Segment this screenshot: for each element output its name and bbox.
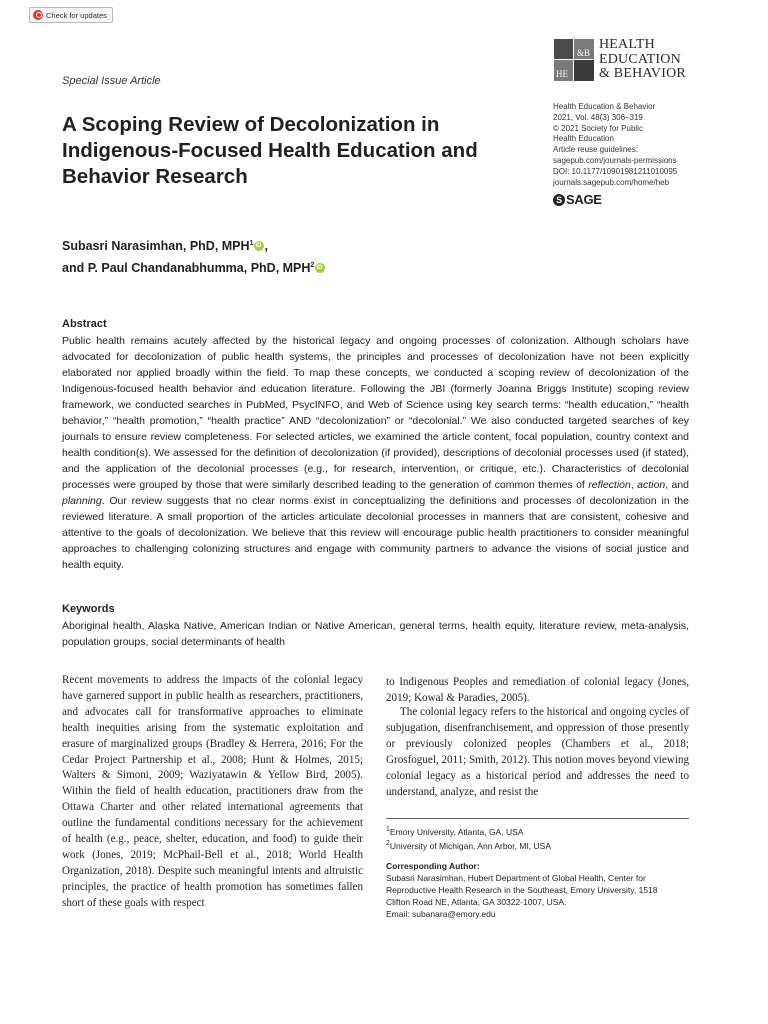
article-type: Special Issue Article	[62, 75, 161, 87]
abstract-text	[62, 333, 689, 573]
theme-action: action	[637, 479, 666, 491]
svg-text:HE: HE	[556, 69, 568, 79]
logo-line-1: HEALTH	[599, 37, 655, 52]
body-column-right-para-2: The colonial legacy refers to the historical and ongoing cycles of subjugation, disenfranchisement, and oppression of those presently or previously colonized peoples (Chambers et al., 2018; Grosfoguel, 2011; Smith, 2012). This notion moves beyond viewing colonial legacy as a historical period and addresses the need to understand, analyze, and resist the	[386, 706, 689, 798]
body-column-right-para-1: to Indigenous Peoples and remediation of colonial legacy (Jones, 2019; Kowal & Paradies, 2005).	[386, 676, 689, 704]
author-1-name: Subasri Narasimhan, PhD, MPH	[62, 239, 250, 254]
corresponding-line-3: Clifton Road NE, Atlanta, GA 30322-1007, USA.	[386, 896, 567, 907]
affiliation-2-text: University of Michigan, Ann Arbor, MI, USA	[389, 840, 551, 851]
corresponding-line-1: Subasri Narasimhan, Hubert Department of Global Health, Center for	[386, 872, 646, 883]
footnote-divider	[386, 818, 689, 819]
keywords-text: Aboriginal health, Alaska Native, American Indian or Native American, general terms, health equity, literature review, meta-analysis, population groups, social determinants of health	[62, 620, 689, 648]
abstract-body-end: . Our review suggests that no clear norms exist in conceptualizing the definitions and processes of decolonization in the reviewed literature. A small proportion of the articles articulate decolonial processes in manners that are consistent, cohesive and attentive to the goals of decolonization. We believe that this review will encourage public health practitioners to consider meaningful approaches to challenging colonizing structures and engage with community partners to advance the visions of social justice and health equity.	[62, 495, 689, 571]
corresponding-line-2: Reproductive Health Research in the Southeast, Emory University, 1518	[386, 884, 658, 895]
footnotes	[386, 824, 689, 920]
corresponding-author-heading: Corresponding Author:	[386, 860, 480, 871]
abstract-sep-1: ,	[630, 479, 638, 491]
author-2-affiliation: 2	[310, 262, 315, 270]
meta-journal: Health Education & Behavior	[553, 102, 656, 111]
logo-line-2: EDUCATION	[599, 51, 681, 67]
svg-text:&B: &B	[577, 48, 591, 58]
author-1-affiliation: 1	[249, 240, 254, 247]
theme-reflection: reflection	[588, 479, 631, 491]
affiliation-1-text: Emory University, Atlanta, GA, USA	[389, 826, 524, 837]
abstract-sep-2: , and	[665, 479, 690, 491]
corresponding-email[interactable]: Email: subanara@emory.edu	[386, 908, 496, 919]
theme-planning: planning	[62, 495, 102, 507]
check-for-updates-label: Check for updates	[46, 10, 107, 20]
affiliation-2-marker: 2	[386, 839, 390, 847]
abstract-body: Public health remains acutely affected by the historical legacy and ongoing processes of colonization. Although scholars have advocated for decolonization of public health systems, the principles and processes of decolonization have not been explicitly elaborated nor applied broadly within the field. To map these concepts, we conducted a scoping review of decolonization of the Indigenous-focused health behavior and education literature. Following the JBI (formerly Joanna Briggs Institute) scoping review framework, we conducted searches in PubMed, PsycINFO, and Web of Science using key search terms: “health education,” “health behavior,” “health promotion,” “health practice” AND “decolonization” or “decolonial.” We also conducted targeted searches of key journals to ensure review completeness. For selected articles, we examined the article content, focal population, country context and health condition(s). We assessed for the definition of decolonization (if provided), descriptions of decolonial processes used (if stated), and the application of the decolonial processes (e.g., for research, intervention, or critique, etc.). Characteristics of decolonial processes were grouped by those that were similarly described leading to the generation of common themes of	[62, 335, 689, 491]
meta-volume: 2021, Vol. 48(3) 306–319	[553, 112, 643, 122]
sage-icon: S	[553, 194, 565, 206]
affiliation-2	[386, 838, 689, 852]
author-1-separator: ,	[264, 239, 268, 254]
author-2	[62, 256, 325, 278]
meta-doi[interactable]: DOI: 10.1177/10901981211010095	[553, 166, 678, 176]
affiliation-1-marker: 1	[386, 826, 390, 833]
article-title: A Scoping Review of Decolonization in Indigenous-Focused Health Education and Behavior Research	[62, 113, 478, 188]
journal-logo-text	[599, 38, 686, 82]
meta-journal-url[interactable]: journals.sagepub.com/home/heb	[553, 177, 670, 187]
keywords-heading: Keywords	[62, 603, 115, 615]
update-icon	[33, 10, 43, 20]
journal-meta	[553, 102, 753, 188]
meta-copyright-1: © 2021 Society for Public	[553, 123, 643, 133]
author-2-name: and P. Paul Chandanabhumma, PhD, MPH	[62, 261, 311, 276]
check-for-updates-badge[interactable]	[29, 7, 113, 23]
logo-line-3: & BEHAVIOR	[599, 66, 686, 81]
journal-logo-mark	[553, 38, 595, 82]
abstract-heading: Abstract	[62, 318, 107, 330]
affiliation-1	[386, 824, 689, 838]
orcid-icon[interactable]	[315, 263, 325, 273]
meta-reuse-link[interactable]: sagepub.com/journals-permissions	[553, 155, 677, 165]
author-list	[62, 234, 325, 278]
publisher-logo	[553, 192, 602, 207]
meta-copyright-2: Health Education	[553, 134, 614, 144]
author-1	[62, 234, 325, 256]
body-column-left: Recent movements to address the impacts of the colonial legacy have garnered support in public health as researchers, practitioners, and advocates call for transformative approaches to eliminate health inequities arising from the systematic exploitation and erasure of marginalized groups (Bradley & Herrera, 2016; For the Cedar Project Partnership et al., 2008; Hunt & Holmes, 2015; Walters & Simoni, 2009; Waziyatawin & Yellow Bird, 2005). Within the field of health education, practitioners draw from the Ottawa Charter and other related international agreements that outline the fundamental conditions necessary for the achievement of health (e.g., peace, shelter, education, and food) to guide their work (Jones, 2019; McPhail-Bell et al., 2018; World Health Organization, 2018). Despite such meaningful intents and altruistic principles, the practice of health promotion has sometimes fallen short of these goals with respect	[62, 674, 363, 909]
publisher-name: SAGE	[566, 192, 602, 207]
meta-reuse-1: Article reuse guidelines:	[553, 145, 638, 155]
orcid-icon[interactable]	[254, 241, 264, 251]
